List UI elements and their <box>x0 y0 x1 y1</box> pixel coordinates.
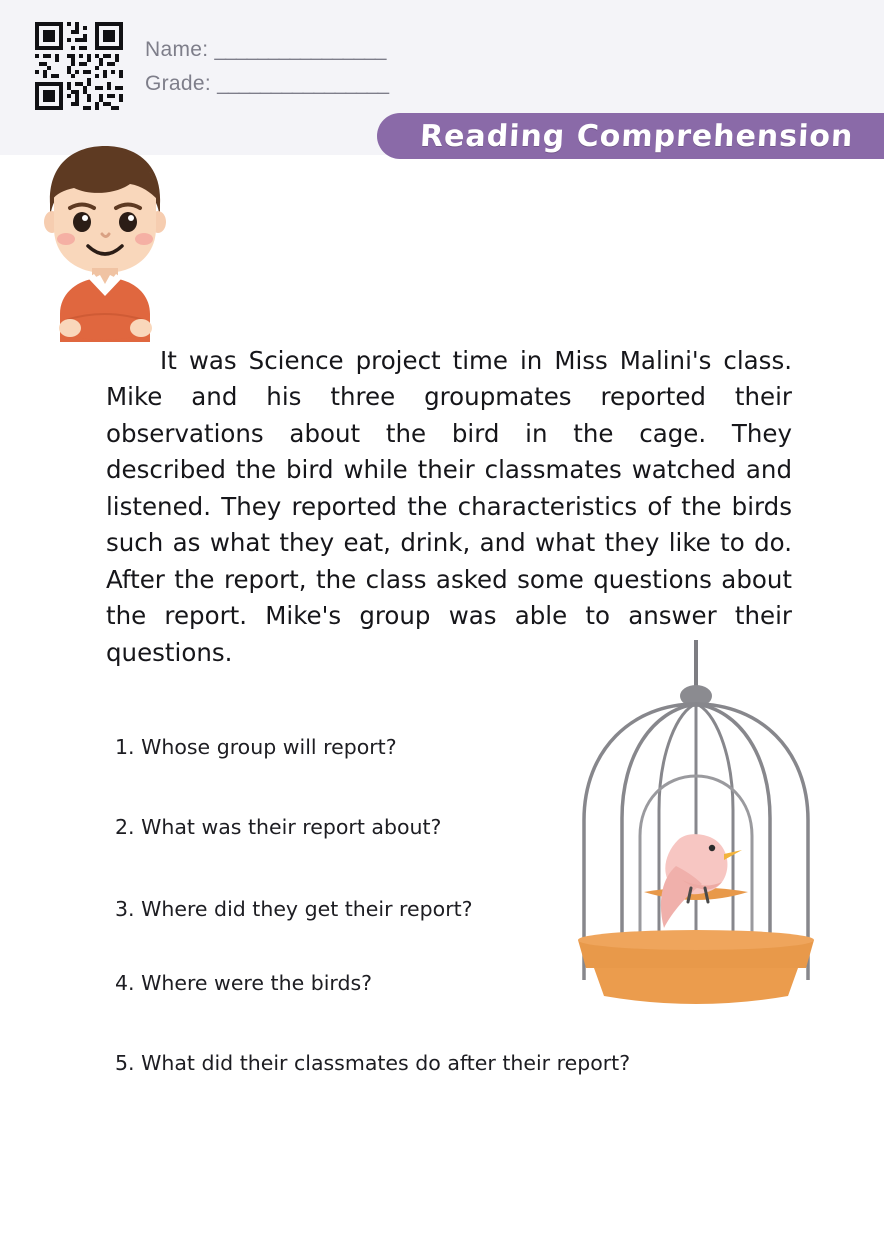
grade-label: Grade: <box>145 72 211 95</box>
grade-field-row <box>145 72 388 96</box>
list-item: 4. Where were the birds? <box>115 971 373 995</box>
list-item: 5. What did their classmates do after their report? <box>115 1051 631 1075</box>
name-label: Name: <box>145 38 209 61</box>
boy-illustration <box>30 142 180 342</box>
worksheet-title-banner <box>377 113 884 159</box>
list-item: 3. Where did they get their report? <box>115 897 473 921</box>
name-blank[interactable]: ________________ <box>214 38 386 61</box>
list-item: 2. What was their report about? <box>115 815 442 839</box>
grade-blank[interactable]: ________________ <box>217 72 389 95</box>
name-field-row <box>145 38 385 62</box>
page-title: Reading Comprehension <box>419 118 855 154</box>
reading-passage: It was Science project time in Miss Malini's class. Mike and his three groupmates reported their observations about the bird in the cage. They described the bird while their classmates watched and listened. They reported the characteristics of the birds such as what they eat, drink, and what they like to do. After the report, the class asked some questions about the report. Mike's group was able to answer their questions. <box>106 345 792 667</box>
birdcage-illustration <box>560 640 840 1030</box>
qr-code-icon <box>35 22 123 110</box>
list-item: 1. Whose group will report? <box>115 735 397 759</box>
